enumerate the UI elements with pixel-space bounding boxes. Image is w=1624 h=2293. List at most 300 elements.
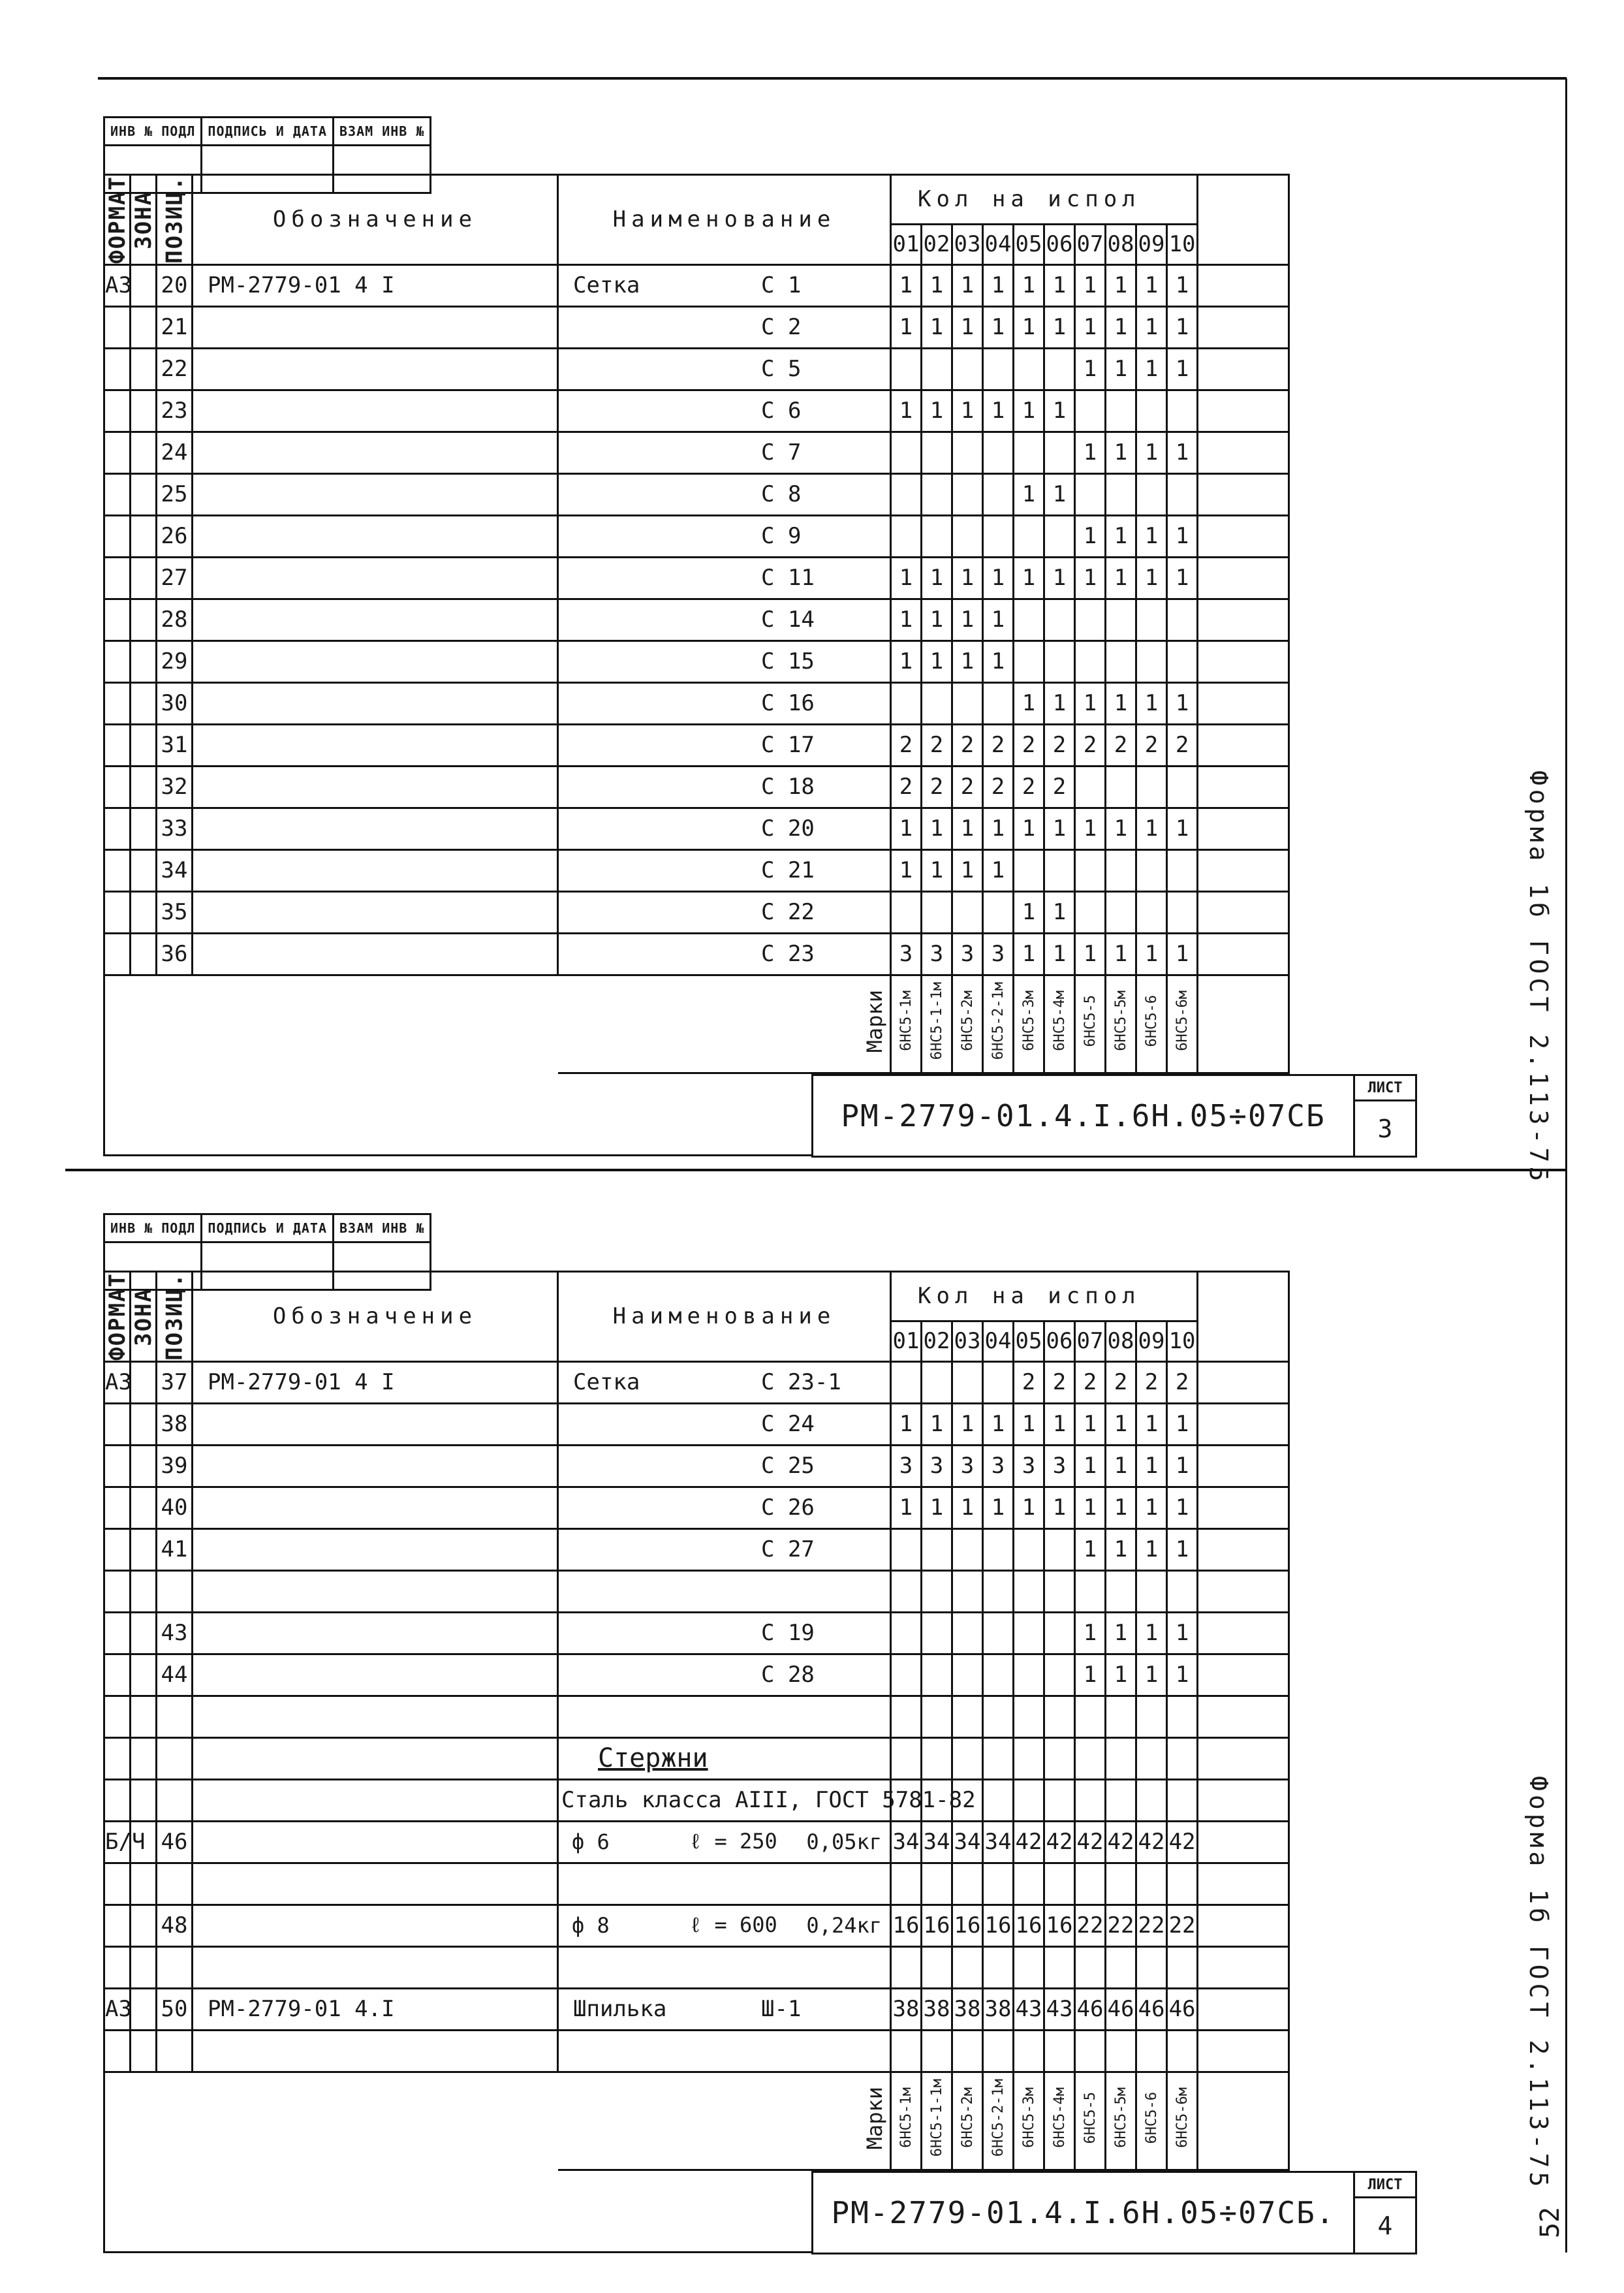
qty-cell bbox=[1075, 1696, 1106, 1737]
qty-cell: 1 bbox=[1167, 1528, 1198, 1570]
qty-column-header: 05 bbox=[1014, 1321, 1044, 1361]
zone-cell bbox=[131, 557, 157, 599]
qty-cell: 1 bbox=[983, 1403, 1014, 1445]
position-cell bbox=[157, 1696, 193, 1737]
qty-cell: 1 bbox=[1136, 515, 1167, 557]
marka-label: 6НС5-5м bbox=[1112, 2087, 1129, 2149]
position-cell: 46 bbox=[157, 1821, 193, 1863]
item-mark: С 22 bbox=[761, 899, 815, 926]
specification-table bbox=[103, 1271, 1290, 2171]
table-row bbox=[104, 1570, 1289, 1612]
extra-cell bbox=[1198, 1487, 1289, 1528]
qty-cell: 2 bbox=[1014, 766, 1044, 808]
marka-label: 6НС5-6м bbox=[1174, 2087, 1191, 2149]
qty-cell: 2 bbox=[1014, 1361, 1044, 1403]
qty-cell bbox=[1167, 891, 1198, 933]
extra-cell bbox=[1198, 1361, 1289, 1403]
item-name: Сетка bbox=[573, 1369, 640, 1396]
qty-cell: 1 bbox=[1106, 1612, 1136, 1654]
extra-cell bbox=[1198, 1654, 1289, 1696]
qty-cell bbox=[983, 1612, 1014, 1654]
position-cell: 48 bbox=[157, 1905, 193, 1946]
extra-cell bbox=[1198, 557, 1289, 599]
qty-column-header: 04 bbox=[983, 224, 1014, 264]
qty-cell bbox=[1075, 599, 1106, 640]
right-border-line bbox=[1565, 78, 1567, 2253]
item-mark: С 20 bbox=[761, 815, 815, 842]
qty-cell: 16 bbox=[1044, 1905, 1075, 1946]
table-row bbox=[104, 682, 1289, 724]
qty-cell: 1 bbox=[983, 849, 1014, 891]
qty-cell: 2 bbox=[891, 766, 922, 808]
qty-cell: 1 bbox=[1167, 515, 1198, 557]
qty-cell: 43 bbox=[1014, 1988, 1044, 2030]
rod-length: ℓ = 250 bbox=[689, 1829, 777, 1854]
zone-cell bbox=[131, 306, 157, 348]
extra-cell bbox=[1198, 1863, 1289, 1905]
qty-cell: 2 bbox=[952, 724, 983, 766]
qty-cell: 1 bbox=[1136, 432, 1167, 473]
table-row bbox=[104, 1445, 1289, 1487]
qty-cell bbox=[1167, 599, 1198, 640]
qty-cell bbox=[983, 1946, 1014, 1988]
format-cell bbox=[104, 849, 131, 891]
marka-label: 6НС5-5 bbox=[1082, 2092, 1099, 2144]
qty-cell: 1 bbox=[1106, 933, 1136, 975]
designation-cell bbox=[193, 599, 558, 640]
qty-cell: 1 bbox=[1167, 1403, 1198, 1445]
footer-blank bbox=[104, 2072, 558, 2170]
format-cell bbox=[104, 808, 131, 849]
header-designation: Обозначение bbox=[193, 1272, 558, 1362]
position-cell: 23 bbox=[157, 390, 193, 432]
qty-cell bbox=[922, 1612, 952, 1654]
qty-cell bbox=[1106, 849, 1136, 891]
position-cell: 24 bbox=[157, 432, 193, 473]
qty-cell bbox=[922, 1696, 952, 1737]
position-cell: 37 bbox=[157, 1361, 193, 1403]
marka-cell bbox=[1044, 975, 1075, 1073]
qty-cell bbox=[922, 1737, 952, 1779]
extra-cell bbox=[1198, 1403, 1289, 1445]
qty-column-header: 10 bbox=[1167, 224, 1198, 264]
qty-cell: 1 bbox=[1014, 1403, 1044, 1445]
qty-cell: 42 bbox=[1014, 1821, 1044, 1863]
qty-cell: 42 bbox=[1106, 1821, 1136, 1863]
qty-cell: 1 bbox=[1044, 473, 1075, 515]
table-row bbox=[104, 724, 1289, 766]
extra-cell bbox=[1198, 724, 1289, 766]
name-cell bbox=[558, 1988, 891, 2030]
zone-cell bbox=[131, 599, 157, 640]
header-qty: Кол на испол bbox=[891, 1272, 1198, 1321]
qty-cell: 1 bbox=[1106, 306, 1136, 348]
designation-cell bbox=[193, 1696, 558, 1737]
marka-cell bbox=[1014, 2072, 1044, 2170]
designation-cell bbox=[193, 473, 558, 515]
extra-cell bbox=[1198, 808, 1289, 849]
format-cell bbox=[104, 1612, 131, 1654]
qty-cell: 16 bbox=[1014, 1905, 1044, 1946]
qty-cell bbox=[983, 891, 1014, 933]
qty-cell: 38 bbox=[983, 1988, 1014, 2030]
zone-cell bbox=[131, 1737, 157, 1779]
extra-cell bbox=[1198, 432, 1289, 473]
marka-cell bbox=[952, 975, 983, 1073]
table-row bbox=[104, 557, 1289, 599]
qty-cell: 1 bbox=[1044, 306, 1075, 348]
zone-cell bbox=[131, 1863, 157, 1905]
qty-cell: 3 bbox=[983, 933, 1014, 975]
qty-cell bbox=[1167, 640, 1198, 682]
qty-cell: 1 bbox=[952, 808, 983, 849]
name-cell bbox=[558, 724, 891, 766]
zone-cell bbox=[131, 640, 157, 682]
position-cell bbox=[157, 1863, 193, 1905]
extra-cell bbox=[1198, 1946, 1289, 1988]
zone-cell bbox=[131, 766, 157, 808]
qty-cell bbox=[952, 1696, 983, 1737]
zone-cell bbox=[131, 1445, 157, 1487]
qty-cell bbox=[983, 1779, 1014, 1821]
name-cell bbox=[558, 640, 891, 682]
qty-cell: 1 bbox=[891, 808, 922, 849]
qty-cell bbox=[1167, 2030, 1198, 2072]
zone-cell bbox=[131, 1570, 157, 1612]
qty-cell: 1 bbox=[983, 264, 1014, 306]
format-cell bbox=[104, 682, 131, 724]
designation-cell bbox=[193, 557, 558, 599]
qty-cell bbox=[1044, 1779, 1075, 1821]
qty-cell: 2 bbox=[983, 766, 1014, 808]
qty-cell bbox=[952, 1361, 983, 1403]
qty-cell: 3 bbox=[952, 933, 983, 975]
item-mark: С 18 bbox=[761, 774, 815, 800]
qty-cell: 1 bbox=[1044, 1403, 1075, 1445]
qty-cell: 1 bbox=[922, 1487, 952, 1528]
qty-column-header: 08 bbox=[1106, 1321, 1136, 1361]
qty-cell: 1 bbox=[1014, 682, 1044, 724]
designation-cell bbox=[193, 1779, 558, 1821]
top-border-line bbox=[98, 77, 1567, 80]
qty-cell bbox=[1044, 1696, 1075, 1737]
qty-cell bbox=[922, 473, 952, 515]
name-cell bbox=[558, 390, 891, 432]
qty-cell bbox=[952, 1612, 983, 1654]
qty-cell bbox=[922, 1528, 952, 1570]
qty-cell: 1 bbox=[1075, 557, 1106, 599]
zone-cell bbox=[131, 348, 157, 390]
name-cell bbox=[558, 1654, 891, 1696]
qty-cell: 1 bbox=[1014, 808, 1044, 849]
position-cell: 44 bbox=[157, 1654, 193, 1696]
marka-cell bbox=[1106, 2072, 1136, 2170]
qty-cell: 1 bbox=[891, 849, 922, 891]
qty-cell: 2 bbox=[1044, 724, 1075, 766]
qty-cell: 1 bbox=[1075, 933, 1106, 975]
qty-cell: 1 bbox=[1106, 557, 1136, 599]
item-mark: С 27 bbox=[761, 1536, 815, 1563]
qty-cell: 1 bbox=[1106, 1445, 1136, 1487]
document-code: РМ-2779-01.4.I.6Н.05÷07СБ bbox=[813, 1075, 1354, 1157]
qty-cell: 1 bbox=[1167, 682, 1198, 724]
zone-cell bbox=[131, 1905, 157, 1946]
format-cell bbox=[104, 1528, 131, 1570]
zone-cell bbox=[131, 933, 157, 975]
stamp-sign-label: ПОДПИСЬ И ДАТА bbox=[202, 1214, 334, 1242]
qty-cell: 1 bbox=[1136, 306, 1167, 348]
qty-cell: 1 bbox=[1075, 1612, 1106, 1654]
qty-cell: 1 bbox=[983, 390, 1014, 432]
name-cell bbox=[558, 264, 891, 306]
qty-cell: 1 bbox=[1167, 432, 1198, 473]
format-cell: Б/Ч bbox=[104, 1821, 131, 1863]
qty-cell bbox=[922, 891, 952, 933]
rod-length: ℓ = 600 bbox=[689, 1912, 777, 1938]
designation-cell: РМ-2779-01 4.I bbox=[193, 1988, 558, 2030]
zone-cell bbox=[131, 1487, 157, 1528]
name-cell bbox=[558, 306, 891, 348]
qty-cell: 1 bbox=[891, 599, 922, 640]
qty-cell: 1 bbox=[1136, 808, 1167, 849]
qty-cell: 1 bbox=[1044, 1487, 1075, 1528]
name-cell bbox=[558, 1612, 891, 1654]
format-cell: А3 bbox=[104, 1361, 131, 1403]
qty-cell: 22 bbox=[1106, 1905, 1136, 1946]
position-cell: 28 bbox=[157, 599, 193, 640]
qty-cell bbox=[1167, 849, 1198, 891]
format-cell bbox=[104, 1946, 131, 1988]
zone-cell bbox=[131, 1654, 157, 1696]
qty-cell bbox=[1075, 640, 1106, 682]
qty-cell: 2 bbox=[952, 766, 983, 808]
qty-cell: 42 bbox=[1167, 1821, 1198, 1863]
table-row bbox=[104, 1696, 1289, 1737]
extra-cell bbox=[1198, 390, 1289, 432]
qty-cell: 1 bbox=[1136, 1528, 1167, 1570]
footer-right bbox=[1198, 2072, 1289, 2170]
zone-cell bbox=[131, 432, 157, 473]
designation-cell bbox=[193, 1612, 558, 1654]
extra-cell bbox=[1198, 473, 1289, 515]
position-cell: 39 bbox=[157, 1445, 193, 1487]
qty-cell: 1 bbox=[1167, 306, 1198, 348]
qty-cell: 1 bbox=[922, 390, 952, 432]
item-mark: С 26 bbox=[761, 1494, 815, 1521]
name-cell bbox=[558, 557, 891, 599]
qty-cell: 16 bbox=[922, 1905, 952, 1946]
format-cell bbox=[104, 1570, 131, 1612]
qty-cell: 1 bbox=[1136, 264, 1167, 306]
qty-cell: 1 bbox=[952, 264, 983, 306]
qty-cell: 34 bbox=[891, 1821, 922, 1863]
zone-cell bbox=[131, 1528, 157, 1570]
marka-label: 6НС5-2-1м bbox=[990, 982, 1007, 1060]
position-cell: 43 bbox=[157, 1612, 193, 1654]
extra-cell bbox=[1198, 348, 1289, 390]
qty-cell bbox=[891, 682, 922, 724]
qty-cell: 34 bbox=[922, 1821, 952, 1863]
qty-cell: 1 bbox=[1136, 1403, 1167, 1445]
qty-cell: 46 bbox=[1167, 1988, 1198, 2030]
qty-cell: 1 bbox=[891, 390, 922, 432]
qty-cell bbox=[1075, 1570, 1106, 1612]
name-cell bbox=[558, 599, 891, 640]
zone-cell bbox=[131, 724, 157, 766]
qty-cell bbox=[952, 348, 983, 390]
position-cell: 27 bbox=[157, 557, 193, 599]
qty-cell: 1 bbox=[983, 599, 1014, 640]
qty-cell: 1 bbox=[1136, 1445, 1167, 1487]
position-cell: 36 bbox=[157, 933, 193, 975]
header-format: ФОРМАТ bbox=[104, 1273, 131, 1361]
qty-cell bbox=[1136, 473, 1167, 515]
qty-cell bbox=[1136, 1863, 1167, 1905]
qty-cell bbox=[952, 1528, 983, 1570]
zone-cell bbox=[131, 849, 157, 891]
marka-cell bbox=[1044, 2072, 1075, 2170]
marka-label: 6НС5-5 bbox=[1082, 995, 1099, 1047]
qty-cell: 3 bbox=[891, 1445, 922, 1487]
qty-cell: 1 bbox=[1106, 1528, 1136, 1570]
designation-cell bbox=[193, 1445, 558, 1487]
marki-label: Марки bbox=[862, 989, 887, 1052]
position-cell: 20 bbox=[157, 264, 193, 306]
qty-cell: 2 bbox=[1044, 766, 1075, 808]
extra-cell bbox=[1198, 599, 1289, 640]
qty-cell bbox=[952, 2030, 983, 2072]
qty-cell bbox=[1136, 390, 1167, 432]
extra-cell bbox=[1198, 1445, 1289, 1487]
qty-cell bbox=[922, 1361, 952, 1403]
name-cell bbox=[558, 1445, 891, 1487]
name-cell bbox=[558, 515, 891, 557]
table-row bbox=[104, 1403, 1289, 1445]
qty-cell bbox=[1014, 1863, 1044, 1905]
position-cell bbox=[157, 1946, 193, 1988]
qty-cell bbox=[983, 348, 1014, 390]
specification-table bbox=[103, 174, 1290, 1074]
marka-label: 6НС5-1-1м bbox=[928, 982, 945, 1060]
rod-mass: 0,24кг bbox=[806, 1913, 882, 1938]
qty-cell bbox=[1106, 599, 1136, 640]
name-cell bbox=[558, 1737, 891, 1779]
form-side-text-2: Форма 1б ГОСТ 2.113-75 bbox=[1524, 1776, 1553, 2191]
qty-cell: 34 bbox=[983, 1821, 1014, 1863]
format-cell bbox=[104, 891, 131, 933]
qty-cell: 43 bbox=[1044, 1988, 1075, 2030]
qty-cell bbox=[1044, 2030, 1075, 2072]
designation-cell bbox=[193, 640, 558, 682]
list-number: 3 bbox=[1354, 1101, 1416, 1157]
qty-cell bbox=[922, 2030, 952, 2072]
qty-cell: 1 bbox=[1136, 933, 1167, 975]
table-row bbox=[104, 766, 1289, 808]
qty-cell bbox=[891, 1863, 922, 1905]
item-mark: Ш-1 bbox=[761, 1996, 802, 2023]
format-cell bbox=[104, 1654, 131, 1696]
qty-cell bbox=[891, 515, 922, 557]
qty-column-header: 07 bbox=[1075, 224, 1106, 264]
qty-cell: 1 bbox=[1075, 515, 1106, 557]
qty-cell: 1 bbox=[1106, 682, 1136, 724]
qty-cell bbox=[1136, 1779, 1167, 1821]
item-mark: С 9 bbox=[761, 523, 802, 550]
qty-column-header: 03 bbox=[952, 1321, 983, 1361]
item-mark: С 17 bbox=[761, 732, 815, 759]
qty-column-header: 02 bbox=[922, 224, 952, 264]
header-position: ПОЗИЦ. bbox=[157, 175, 193, 265]
item-mark: С 28 bbox=[761, 1662, 815, 1688]
designation-cell bbox=[193, 348, 558, 390]
qty-cell: 1 bbox=[1044, 557, 1075, 599]
designation-cell bbox=[193, 1654, 558, 1696]
qty-cell bbox=[1044, 640, 1075, 682]
item-mark: С 8 bbox=[761, 481, 802, 508]
format-cell bbox=[104, 390, 131, 432]
qty-cell bbox=[983, 515, 1014, 557]
designation-cell bbox=[193, 515, 558, 557]
qty-cell: 2 bbox=[1014, 724, 1044, 766]
qty-cell: 3 bbox=[1044, 1445, 1075, 1487]
qty-cell: 1 bbox=[1106, 432, 1136, 473]
extra-cell bbox=[1198, 264, 1289, 306]
qty-cell: 1 bbox=[891, 640, 922, 682]
qty-cell bbox=[983, 1570, 1014, 1612]
qty-cell bbox=[1167, 1779, 1198, 1821]
qty-cell bbox=[1136, 1737, 1167, 1779]
stamp-inv-label: ИНВ № ПОДЛ bbox=[104, 1214, 202, 1242]
qty-cell bbox=[1014, 348, 1044, 390]
qty-cell bbox=[1136, 766, 1167, 808]
qty-cell: 1 bbox=[1014, 933, 1044, 975]
header-designation: Обозначение bbox=[193, 175, 558, 265]
table-row bbox=[104, 1779, 1289, 1821]
item-mark: С 5 bbox=[761, 356, 802, 383]
qty-cell: 1 bbox=[922, 306, 952, 348]
qty-cell bbox=[983, 1528, 1014, 1570]
qty-cell bbox=[1167, 1570, 1198, 1612]
zone-cell bbox=[131, 891, 157, 933]
position-cell: 33 bbox=[157, 808, 193, 849]
qty-cell bbox=[1044, 1570, 1075, 1612]
qty-cell bbox=[1106, 640, 1136, 682]
qty-cell: 1 bbox=[1167, 1612, 1198, 1654]
qty-cell: 1 bbox=[922, 849, 952, 891]
qty-cell bbox=[891, 1612, 922, 1654]
qty-cell: 22 bbox=[1075, 1905, 1106, 1946]
format-cell bbox=[104, 640, 131, 682]
format-cell bbox=[104, 348, 131, 390]
format-cell bbox=[104, 1737, 131, 1779]
format-cell bbox=[104, 1863, 131, 1905]
designation-cell bbox=[193, 1863, 558, 1905]
item-mark: С 11 bbox=[761, 565, 815, 592]
qty-cell: 22 bbox=[1167, 1905, 1198, 1946]
extra-cell bbox=[1198, 849, 1289, 891]
document-code-box bbox=[811, 1074, 1417, 1158]
qty-cell: 2 bbox=[1167, 1361, 1198, 1403]
position-cell: 34 bbox=[157, 849, 193, 891]
qty-cell bbox=[1106, 1863, 1136, 1905]
table-row bbox=[104, 348, 1289, 390]
qty-cell bbox=[952, 515, 983, 557]
qty-cell: 1 bbox=[1075, 1528, 1106, 1570]
marka-label: 6НС5-2м bbox=[959, 2087, 976, 2149]
qty-cell: 1 bbox=[922, 808, 952, 849]
qty-cell: 1 bbox=[1014, 891, 1044, 933]
name-cell bbox=[558, 891, 891, 933]
